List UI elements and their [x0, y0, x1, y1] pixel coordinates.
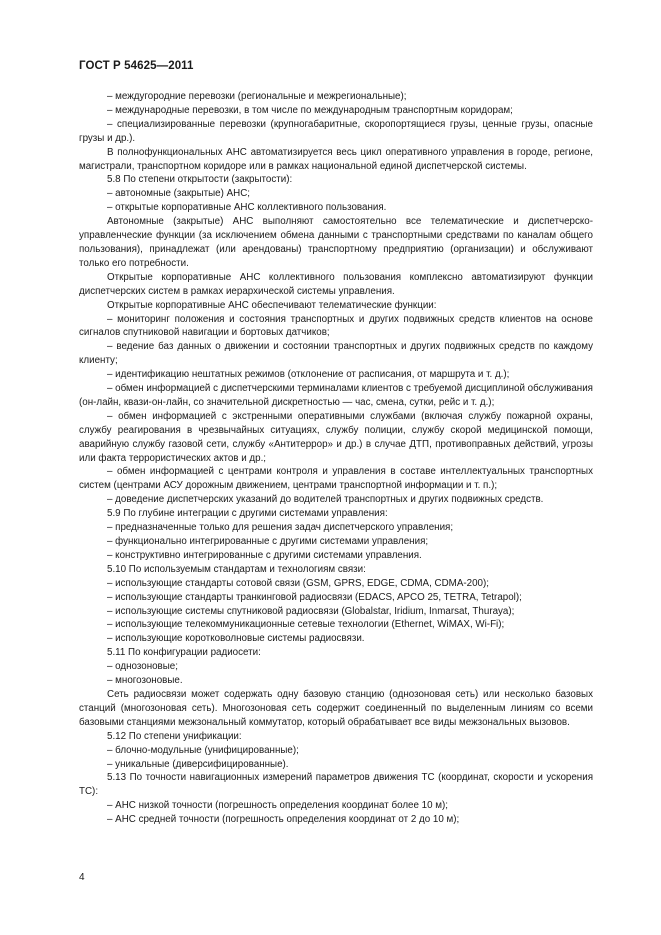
- page-number: 4: [79, 872, 85, 883]
- body-text: [79, 90, 593, 827]
- list-item: – междугородние перевозки (региональные и межрегиональные);: [107, 91, 407, 102]
- section-heading: 5.11 По конфигурации радиосети:: [107, 647, 261, 659]
- list-item: – блочно-модульные (унифицированные);: [107, 744, 299, 756]
- list-item: – уникальные (диверсифицированные).: [107, 758, 289, 770]
- section-heading: 5.12 По степени унификации:: [107, 730, 242, 742]
- list-item: – однозоновые;: [107, 661, 178, 673]
- list-item: – конструктивно интегрированные с другими системами управления.: [107, 549, 422, 561]
- section-heading: 5.8 По степени открытости (закрытости):: [107, 174, 293, 186]
- list-item: – специализированные перевозки (крупногабаритные, скоропортящиеся грузы, ценные грузы, опасные грузы и др.).: [79, 118, 593, 144]
- section-heading: 5.9 По глубине интеграции с другими системами управления:: [107, 508, 388, 520]
- standard-header: ГОСТ Р 54625—2011: [79, 60, 194, 72]
- list-item: – доведение диспетчерских указаний до водителей транспортных и других подвижных средств.: [107, 494, 544, 506]
- paragraph: Автономные (закрытые) АНС выполняют самостоятельно все телематические и диспетчерско-управленческие функции (за исключением обмена данными с транспортными средствами по каналам общего пользования), принадлежат (или арендованы) транспортному предприятию (организации) и обслуживают только его потребности.: [79, 216, 593, 269]
- list-item: – предназначенные только для решения задач диспетчерского управления;: [107, 522, 454, 534]
- list-item: – обмен информацией с центрами контроля и управления в составе интеллектуальных транспортных систем (центрами АСУ дорожным движением, центрами транспортной информации и т. п.);: [79, 466, 593, 492]
- list-item: – использующие системы спутниковой радиосвязи (Globalstar, Iridium, Inmarsat, Thuraya);: [107, 605, 515, 617]
- list-item: – открытые корпоративные АНС коллективного пользования.: [107, 202, 387, 214]
- list-item: – обмен информацией с диспетчерскими терминалами клиентов с требуемой дисциплиной обслуживания (он-лайн, квази-он-лайн, со значительной дискретностью — час, смена, сутки, рейс и т. д.);: [79, 383, 593, 408]
- section-heading: 5.13 По точности навигационных измерений параметров движения ТС (координат, скорости и ускорения ТС):: [79, 772, 593, 798]
- paragraph: Открытые корпоративные АНС коллективного пользования комплексно автоматизируют функции диспетчерских систем в рамках иерархической системы управления.: [79, 271, 593, 297]
- list-item: – использующие стандарты транкинговой радиосвязи (EDACS, APCO 25, TETRA, Tetrapol);: [107, 591, 522, 603]
- list-item: – использующие коротковолновые системы радиосвязи.: [107, 633, 365, 645]
- list-item: – мониторинг положения и состояния транспортных и других подвижных средств клиентов на основе сигналов спутниковой навигации и бортовых датчиков;: [79, 313, 593, 339]
- section-heading: 5.10 По используемым стандартам и технологиям связи:: [107, 563, 366, 575]
- list-item: – использующие стандарты сотовой связи (GSM, GPRS, EDGE, CDMA, CDMA-200);: [107, 577, 489, 589]
- paragraph: Сеть радиосвязи может содержать одну базовую станцию (однозоновая сеть) или несколько базовых станций (многозоновая сеть). Многозоновая сеть содержит соединенный по выделенным линиям со всеми базовыми станциями межзональный коммутатор, который обрабатывает все виды межзональных вызовов.: [79, 688, 593, 728]
- list-item: – автономные (закрытые) АНС;: [107, 188, 250, 200]
- paragraph: Открытые корпоративные АНС обеспечивают телематические функции:: [107, 299, 437, 311]
- list-item: – идентификацию нештатных режимов (отклонение от расписания, от маршрута и т. д.);: [107, 369, 510, 381]
- paragraph: В полнофункциональных АНС автоматизируется весь цикл оперативного управления в городе, регионе, магистрали, транспортном коридоре или в рамках национальной единой диспетчерской системы.: [79, 146, 593, 172]
- list-item: – АНС низкой точности (погрешность определения координат более 10 м);: [107, 800, 448, 812]
- list-item: – обмен информацией с экстренными оперативными службами (включая службу пожарной охраны, службу реагирования в чрезвычайных ситуациях, службу полиции, службу скорой медицинской помощи, аварийную службу газовой сети, службу «Антитеррор» и др.) в случае ДТП, противоправных действий, угрозы или факта террористических актов и др.;: [79, 410, 593, 464]
- list-item: – использующие телекоммуникационные сетевые технологии (Ethernet, WiMAX, Wi-Fi);: [107, 619, 505, 631]
- list-item: – многозоновые.: [107, 675, 183, 687]
- list-item: – функционально интегрированные с другими системами управления;: [107, 536, 429, 547]
- list-item: – ведение баз данных о движении и состоянии транспортных и других подвижных средств по каждому клиенту;: [79, 341, 593, 367]
- list-item: – АНС средней точности (погрешность определения координат от 2 до 10 м);: [107, 814, 460, 826]
- list-item: – международные перевозки, в том числе по международным транспортным коридорам;: [107, 104, 513, 116]
